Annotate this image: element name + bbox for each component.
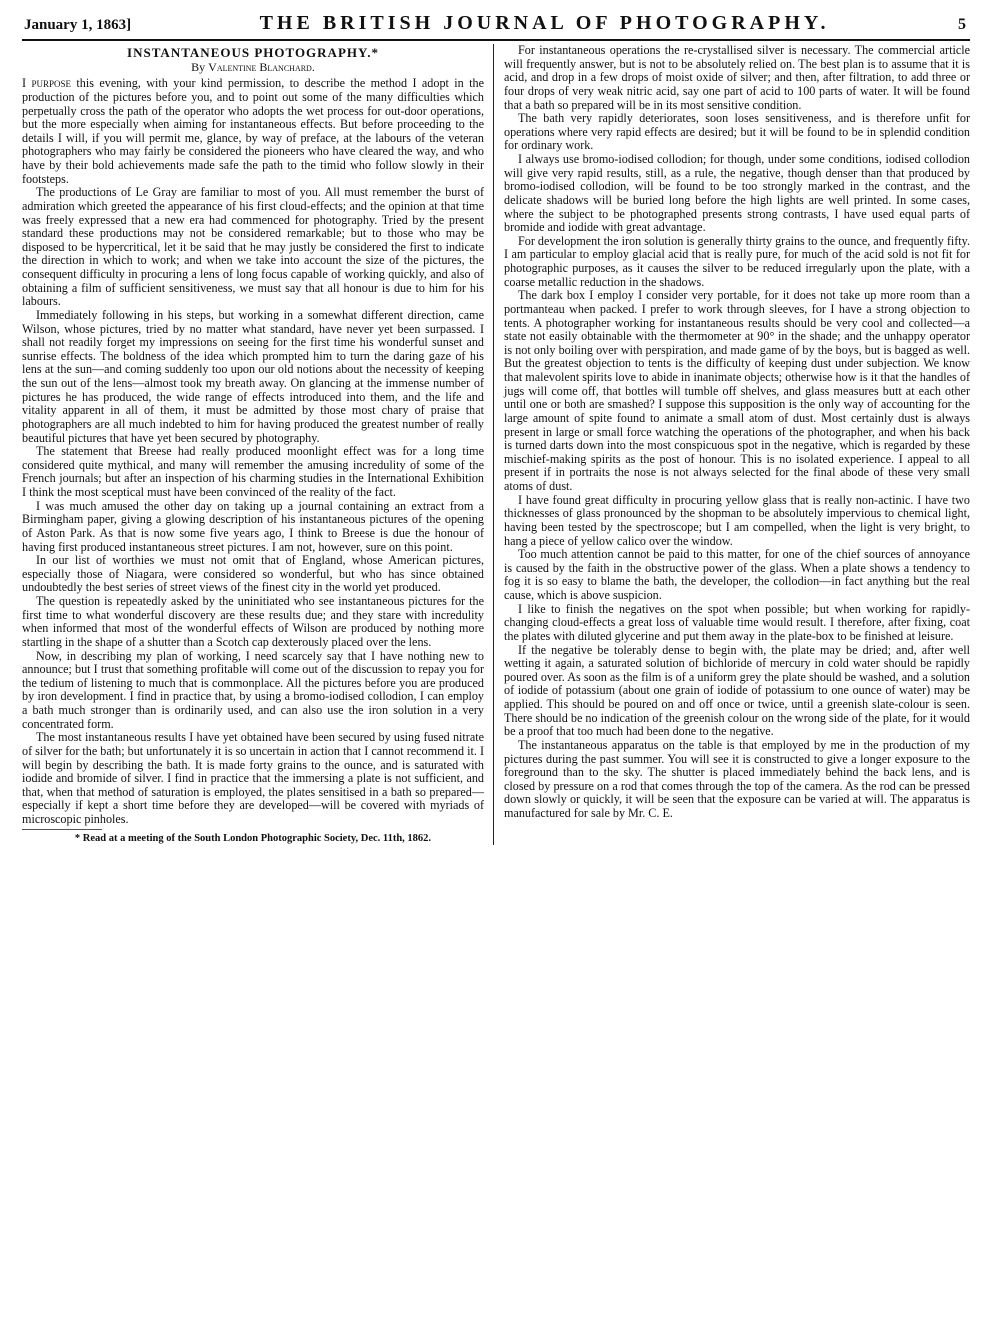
page-number: 5 [958,16,966,33]
paragraph: The bath very rapidly deteriorates, soon loses sensitiveness, and is therefore unfit for operations where very rapid effects are desired; but it will be found to be in splendid condition for ordinary work. [504,111,970,153]
paragraph: Immediately following in his steps, but working in a somewhat different direction, came Wilson, whose pictures, tried by no matter what standard, have never yet been surpassed. I shall not readily forget my impressions on seeing for the first time his wonderful sunset and sunrise effects. The boldness of the idea which prompted him to turn the daring gaze of his lens at the sun—and coming suddenly too upon our old notions about the necessity of keeping the sun out of the lens—almost took my breath away. On glancing at the immense number of pictures he has produced, the wide range of effects introduced into them, and the life and vitality apparent in all of them, it must be admitted by those most chary of praise that photographers are all much indebted to him for having produced the greatest number of really beautiful pictures that have yet been secured by photography. [22,307,484,445]
article-title: INSTANTANEOUS PHOTOGRAPHY.* [127,45,379,60]
paragraph: In our list of worthies we must not omit that of England, whose American pictures, especially those of Niagara, were considered so wonderful, but who has since obtained undoubtedly the best series of street views of the finest city in the world yet produced. [22,553,484,595]
paragraph: I like to finish the negatives on the spot when possible; but when working for rapidly-changing cloud-effects a great loss of valuable time would result. I therefore, after fixing, coat the plates with diluted glycerine and put them away in the plate-box to be finished at leisure. [504,601,970,643]
paragraph: The statement that Breese had really produced moonlight effect was for a long time considered quite mythical, and many will remember the amusing incredulity of some of the French journals; but after an inspection of his charming studies in the International Exhibition I think the most sceptical must have been convinced of the reality of the fact. [22,444,484,499]
paragraph: For instantaneous operations the re-crystallised silver is necessary. The commercial article will frequently answer, but is not to be absolutely relied on. The best plan is to assume that it is acid, and drop in a few drops of moist oxide of silver; and then, after filtration, to add three or four drops of very weak nitric acid, say one part of acid to 100 parts of water. It will be found that a bath so prepared will be in its most sensitive condition. [504,43,970,112]
paragraph: I purpose this evening, with your kind permission, to describe the method I adopt in the production of the pictures before you, and to point out some of the many difficulties which perpetually cross the path of the operator who adopts the wet process for out-door operations, but the more especially when aiming for instantaneous effects. But before proceeding to the details I will, if you will permit me, glance, by way of preface, at the labours of the veteran photographers who may fairly be considered the pioneers who have cleared the way, and who have by their bold achievements made safe the path to the timid who follow slowly in their footsteps. [22,76,485,186]
left-column [22,44,494,845]
lead-caps: I purpose [22,76,71,91]
paragraph: The instantaneous apparatus on the table is that employed by me in the production of my pictures during the past summer. You will see it is constructed to give a longer exposure to the foreground than to the sky. The shutter is placed immediately behind the back lens, and is closed by pressure on a rod that comes through the top of the camera. As the rod can be pressed down slowly or quickly, it will be seen that the exposure can be varied at will. The apparatus is manufactured for sale by Mr. C. E. [504,737,970,820]
byline-prefix: By [191,59,206,74]
paragraph: For development the iron solution is generally thirty grains to the ounce, and frequently fifty. I am particular to employ glacial acid that is really pure, for much of the acid sold is not fit for photographic purposes, as it causes the silver to be reduced irregularly upon the plate, with a coarse metallic reduction in the shadows. [504,233,970,289]
right-column [494,44,970,845]
issue-date: January 1, 1863] [24,17,132,33]
article-columns [22,44,970,845]
footnote-divider [22,829,102,830]
paragraph: I was much amused the other day on taking up a journal containing an extract from a Birmingham paper, giving a glowing description of his instantaneous pictures of the opening of Aston Park. As that is now some five years ago, I think to Breese is due the honour of having first produced instantaneous street pictures. I am not, however, sure on this point. [22,498,484,554]
journal-title: THE BRITISH JOURNAL OF PHOTOGRAPHY. [259,12,830,34]
paragraph: The productions of Le Gray are familiar to most of you. All must remember the burst of admiration which greeted the appearance of his first cloud-effects; and the opinion at that time was freely expressed that a new era had commenced for photography. Tried by the present standard these productions may not be considered remarkable; but to those who may be disposed to be hypercritical, let it be said that he may justly be considered the first to indicate the direction in which to work; and when we take into account the size of the pictures, the consequent difficulty in procuring a lens of long focus capable of working quickly, and also of obtaining a film of sufficient sensitiveness, we must say that all honour is due to him for his labours. [22,185,484,309]
paragraph: I have found great difficulty in procuring yellow glass that is really non-actinic. I have two thicknesses of glass pronounced by the shopman to be absolutely impervious to chemical light, having been tested by the spectroscope; but I am compelled, when the light is very bright, to hang a piece of yellow calico over the window. [504,492,970,548]
paragraph: If the negative be tolerably dense to begin with, the plate may be dried; and, after well wetting it again, a saturated solution of bichloride of mercury in cold water should be rapidly poured over. As soon as the film is of a uniform grey the plate should be washed, and a solution of iodide of potassium (about one grain of iodide of potassium to one ounce of water) may be applied. This should be poured on and off once or twice, until a greenish slate-colour is seen. There should be no indication of the greenish colour on the wrong side of the plate, for it would be a proof that too much had been done to the negative. [504,642,970,739]
paragraph: Now, in describing my plan of working, I need scarcely say that I have nothing new to announce; but I trust that something profitable will come out of the discussion to repay you for the tedium of listening to much that is commonplace. All the pictures before you are produced by iron development. I find in practice that, by using a bromo-iodised collodion, I can employ a bath much stronger than is ordinarily used, and can also use the iron solution in a very concentrated form. [22,648,484,731]
author-name: Valentine Blanchard. [208,59,315,74]
footnote: * Read at a meeting of the South London Photographic Society, Dec. 11th, 1862. [74,832,432,844]
byline [22,61,484,75]
masthead [22,6,970,41]
paragraph: Too much attention cannot be paid to this matter, for one of the chief sources of annoyance is caused by the faith in the obstructive power of the glass. When a plate shows a tendency to fog it is so easy to blame the bath, the developer, the collodion—in fact anything but the real cause, which is above suspicion. [504,547,970,602]
paragraph: I always use bromo-iodised collodion; for though, under some conditions, iodised collodion will give very rapid results, still, as a rule, the negative, though denser than that produced by bromo-iodised collodion, will be found to be too strongly marked in the contrast, and the delicate shadows will be buried long before the high lights are well printed. In some cases, where the subject to be photographed presents strong contrasts, I have used equal parts of bromide and iodide with great advantage. [504,152,970,235]
paragraph: The dark box I employ I consider very portable, for it does not take up more room than a portmanteau when packed. I prefer to work through sleeves, for I have a strong objection to tents. A photographer working for instantaneous results should be very cool and collected—a state not easily obtainable with the thermometer at 90° in the shade; and the unhappy operator is not only boiling over with perspiration, and made game of by the boys, but is bagged as well. But the greatest objection to tents is the difficulty of keeping dust under subjection. We know that malevolent spirits love to abide in inanimate objects; otherwise how is it that the handles of jugs will come off, that bottles will tumble off shelves, and glass measures butt at each other until one or both are smashed? I suppose this supposition is the only way of accounting for the large amount of spite found to animate a small atom of dust. Most certainly dust is always present in large or small force watching the operations of the photographer, and when his back is turned darts down into the most conspicuous spot in the negative, which is regarded by these mischief-making spirits as the post of honour. This is no isolated experience. I appeal to all present if in portraits the nose is not always selected for the final abode of these very small atoms of dust. [504,288,970,493]
paragraph: The most instantaneous results I have yet obtained have been secured by using fused nitrate of silver for the bath; but unfortunately it is so uncertain in action that I cannot recommend it. I will begin by describing the bath. It is made forty grains to the ounce, and is saturated with iodide and bromide of silver. I find in practice that the immersing a plate is not sufficient, and that, when that method of saturation is employed, the plates sensitised in a bath so prepared—especially if kept a short time before they are developed—will be covered with myriads of microscopic pinholes. [22,730,484,826]
paragraph: The question is repeatedly asked by the uninitiated who see instantaneous pictures for the first time to what wonderful discovery are these results due; and they stare with incredulity when informed that most of the wonderful effects of Wilson are produced by nothing more startling in the shape of a shutter than a Scotch cap dexterously placed over the lens. [22,594,484,649]
